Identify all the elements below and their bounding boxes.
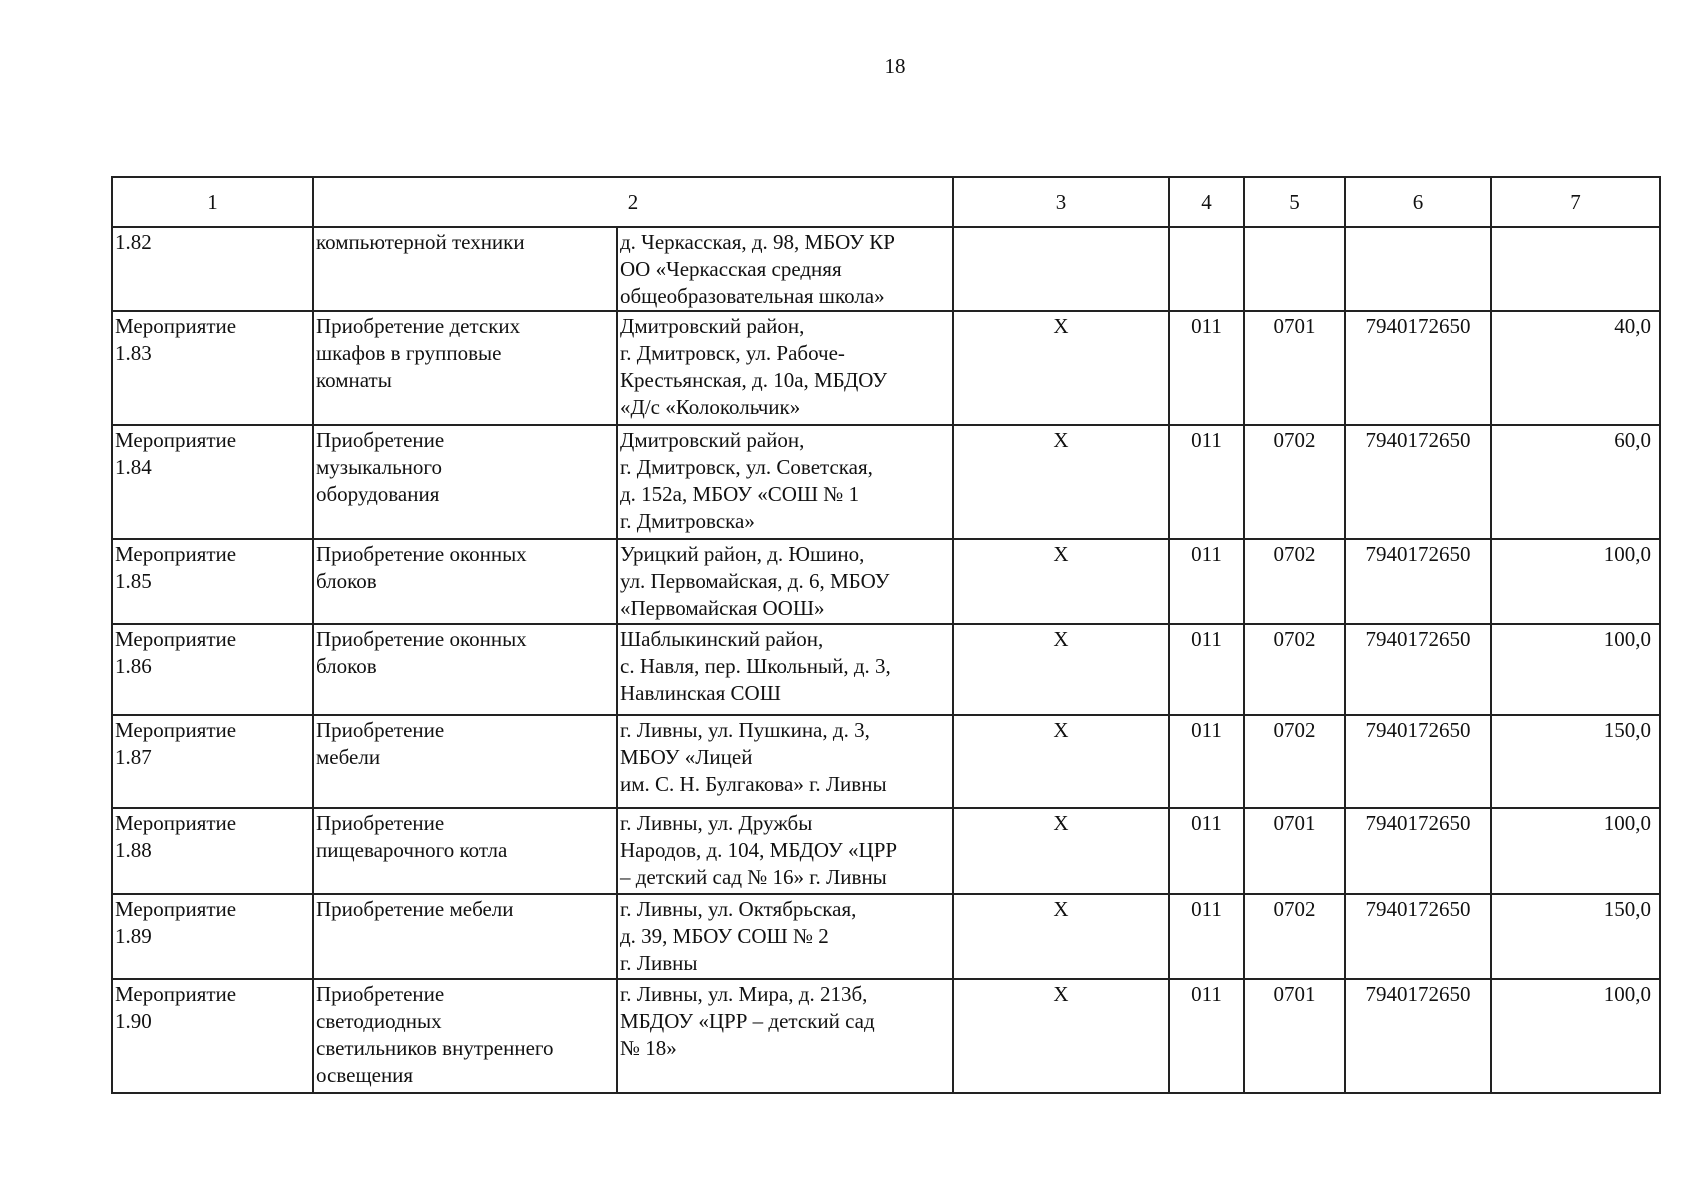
activity-name-cell <box>313 425 617 539</box>
amount-cell: 60,0 <box>1491 425 1660 539</box>
col6-cell <box>1345 227 1491 311</box>
activity-id-cell-line: Мероприятие <box>115 718 237 742</box>
activity-id-cell-line: Мероприятие <box>115 428 237 452</box>
column-header: 7 <box>1491 177 1660 227</box>
col6-cell: 7940172650 <box>1345 894 1491 979</box>
col4-cell: 011 <box>1169 808 1244 894</box>
col3-cell: X <box>953 894 1169 979</box>
activity-id-cell <box>112 227 313 311</box>
activity-id-cell-line: 1.84 <box>115 455 152 479</box>
activity-id-cell-line: Мероприятие <box>115 314 237 338</box>
table-row <box>112 894 1660 979</box>
activity-id-cell-line: 1.90 <box>115 1009 152 1033</box>
activity-name-cell-line: шкафов в групповые <box>316 341 502 365</box>
amount-cell: 100,0 <box>1491 979 1660 1093</box>
col3-cell: X <box>953 715 1169 808</box>
activity-id-cell-line: Мероприятие <box>115 542 237 566</box>
activity-name-cell-line: Приобретение <box>316 982 445 1006</box>
address-cell <box>617 227 953 311</box>
activity-id-cell-line: 1.85 <box>115 569 152 593</box>
table-row <box>112 979 1660 1093</box>
activity-name-cell-line: светильников внутреннего <box>316 1036 554 1060</box>
address-cell-line: «Первомайская ООШ» <box>620 596 825 620</box>
column-header: 4 <box>1169 177 1244 227</box>
address-cell-line: с. Навля, пер. Школьный, д. 3, <box>620 654 891 678</box>
activity-name-cell-line: компьютерной техники <box>316 230 525 254</box>
amount-cell: 150,0 <box>1491 894 1660 979</box>
column-header: 5 <box>1244 177 1345 227</box>
col6-cell: 7940172650 <box>1345 539 1491 624</box>
activity-name-cell-line: Приобретение оконных <box>316 542 527 566</box>
address-cell-line: д. Черкасская, д. 98, МБОУ КР <box>620 230 895 254</box>
table-row <box>112 715 1660 808</box>
col6-cell: 7940172650 <box>1345 425 1491 539</box>
address-cell-line: МБДОУ «ЦРР – детский сад <box>620 1009 875 1033</box>
address-cell-line: г. Ливны, ул. Пушкина, д. 3, <box>620 718 870 742</box>
activity-name-cell-line: Приобретение детских <box>316 314 521 338</box>
col6-cell: 7940172650 <box>1345 311 1491 425</box>
col6-cell: 7940172650 <box>1345 624 1491 715</box>
col4-cell <box>1169 227 1244 311</box>
activity-name-cell-line: светодиодных <box>316 1009 442 1033</box>
address-cell-line: Народов, д. 104, МБДОУ «ЦРР <box>620 838 898 862</box>
address-cell-line: г. Дмитровск, ул. Советская, <box>620 455 873 479</box>
activity-name-cell-line: блоков <box>316 654 377 678</box>
activity-name-cell-line: мебели <box>316 745 381 769</box>
address-cell <box>617 894 953 979</box>
activity-id-cell <box>112 715 313 808</box>
col3-cell: X <box>953 539 1169 624</box>
table-row <box>112 624 1660 715</box>
address-cell <box>617 624 953 715</box>
address-cell <box>617 425 953 539</box>
address-cell-line: г. Ливны <box>620 951 698 975</box>
address-cell-line: Дмитровский район, <box>620 314 805 338</box>
table-row <box>112 539 1660 624</box>
address-cell-line: Шаблыкинский район, <box>620 627 824 651</box>
col5-cell: 0702 <box>1244 894 1345 979</box>
activity-name-cell <box>313 227 617 311</box>
activity-name-cell <box>313 979 617 1093</box>
amount-cell: 100,0 <box>1491 808 1660 894</box>
amount-cell: 100,0 <box>1491 539 1660 624</box>
activity-id-cell <box>112 808 313 894</box>
activity-id-cell <box>112 894 313 979</box>
address-cell <box>617 979 953 1093</box>
header-row <box>112 177 1660 227</box>
col3-cell: X <box>953 425 1169 539</box>
activity-id-cell <box>112 425 313 539</box>
activity-name-cell <box>313 311 617 425</box>
address-cell <box>617 715 953 808</box>
address-cell-line: ул. Первомайская, д. 6, МБОУ <box>620 569 890 593</box>
activity-id-cell-line: 1.89 <box>115 924 152 948</box>
address-cell <box>617 539 953 624</box>
column-header: 3 <box>953 177 1169 227</box>
activity-name-cell-line: Приобретение <box>316 811 445 835</box>
activity-name-cell-line: оборудования <box>316 482 440 506</box>
table-row <box>112 425 1660 539</box>
column-header: 1 <box>112 177 313 227</box>
activity-id-cell-line: Мероприятие <box>115 627 237 651</box>
activity-id-cell-line: 1.87 <box>115 745 152 769</box>
address-cell <box>617 808 953 894</box>
col5-cell: 0701 <box>1244 311 1345 425</box>
activity-name-cell-line: Приобретение мебели <box>316 897 514 921</box>
col4-cell: 011 <box>1169 311 1244 425</box>
activity-id-cell <box>112 539 313 624</box>
activity-id-cell-line: Мероприятие <box>115 811 237 835</box>
activity-id-cell-line: Мероприятие <box>115 982 237 1006</box>
activity-id-cell-line: Мероприятие <box>115 897 237 921</box>
address-cell-line: г. Ливны, ул. Мира, д. 213б, <box>620 982 868 1006</box>
amount-cell <box>1491 227 1660 311</box>
col4-cell: 011 <box>1169 715 1244 808</box>
activity-name-cell-line: Приобретение <box>316 718 445 742</box>
col5-cell: 0702 <box>1244 715 1345 808</box>
col5-cell: 0701 <box>1244 979 1345 1093</box>
address-cell-line: г. Дмитровска» <box>620 509 755 533</box>
col6-cell: 7940172650 <box>1345 715 1491 808</box>
activity-name-cell <box>313 715 617 808</box>
address-cell-line: Урицкий район, д. Юшино, <box>620 542 865 566</box>
col4-cell: 011 <box>1169 425 1244 539</box>
col4-cell: 011 <box>1169 979 1244 1093</box>
activity-id-cell <box>112 311 313 425</box>
address-cell-line: д. 39, МБОУ СОШ № 2 <box>620 924 829 948</box>
activity-id-cell <box>112 624 313 715</box>
col3-cell: X <box>953 808 1169 894</box>
activity-name-cell-line: музыкального <box>316 455 442 479</box>
activity-name-cell <box>313 894 617 979</box>
col5-cell: 0702 <box>1244 425 1345 539</box>
column-header: 2 <box>313 177 953 227</box>
col3-cell: X <box>953 979 1169 1093</box>
address-cell-line: Крестьянская, д. 10а, МБДОУ <box>620 368 888 392</box>
col6-cell: 7940172650 <box>1345 979 1491 1093</box>
col5-cell <box>1244 227 1345 311</box>
table-row <box>112 311 1660 425</box>
col6-cell: 7940172650 <box>1345 808 1491 894</box>
address-cell-line: д. 152а, МБОУ «СОШ № 1 <box>620 482 860 506</box>
address-cell-line: г. Ливны, ул. Октябрьская, <box>620 897 857 921</box>
activity-name-cell-line: Приобретение <box>316 428 445 452</box>
address-cell-line: Дмитровский район, <box>620 428 805 452</box>
column-header: 6 <box>1345 177 1491 227</box>
address-cell-line: им. С. Н. Булгакова» г. Ливны <box>620 772 887 796</box>
amount-cell: 150,0 <box>1491 715 1660 808</box>
activity-name-cell-line: блоков <box>316 569 377 593</box>
address-cell-line: г. Дмитровск, ул. Рабоче- <box>620 341 845 365</box>
address-cell-line: МБОУ «Лицей <box>620 745 753 769</box>
table-row <box>112 227 1660 311</box>
address-cell-line: «Д/с «Колокольчик» <box>620 395 801 419</box>
address-cell-line: общеобразовательная школа» <box>620 284 885 308</box>
activity-id-cell-line: 1.82 <box>115 230 152 254</box>
activity-name-cell-line: комнаты <box>316 368 392 392</box>
col4-cell: 011 <box>1169 539 1244 624</box>
address-cell-line: Навлинская СОШ <box>620 681 781 705</box>
activity-name-cell <box>313 624 617 715</box>
address-cell-line: ОО «Черкасская средняя <box>620 257 842 281</box>
col5-cell: 0702 <box>1244 539 1345 624</box>
amount-cell: 100,0 <box>1491 624 1660 715</box>
col4-cell: 011 <box>1169 624 1244 715</box>
activity-id-cell <box>112 979 313 1093</box>
amount-cell: 40,0 <box>1491 311 1660 425</box>
activity-id-cell-line: 1.86 <box>115 654 152 678</box>
address-cell-line: г. Ливны, ул. Дружбы <box>620 811 813 835</box>
activity-name-cell <box>313 539 617 624</box>
col3-cell: X <box>953 624 1169 715</box>
address-cell-line: № 18» <box>620 1036 677 1060</box>
page-number: 18 <box>884 54 906 78</box>
activity-name-cell <box>313 808 617 894</box>
col5-cell: 0702 <box>1244 624 1345 715</box>
activity-id-cell-line: 1.83 <box>115 341 152 365</box>
col4-cell: 011 <box>1169 894 1244 979</box>
activities-table <box>111 176 1661 1094</box>
activity-name-cell-line: освещения <box>316 1063 414 1087</box>
address-cell-line: – детский сад № 16» г. Ливны <box>620 865 887 889</box>
activity-name-cell-line: пищеварочного котла <box>316 838 508 862</box>
address-cell <box>617 311 953 425</box>
activity-id-cell-line: 1.88 <box>115 838 152 862</box>
col5-cell: 0701 <box>1244 808 1345 894</box>
activity-name-cell-line: Приобретение оконных <box>316 627 527 651</box>
col3-cell: X <box>953 311 1169 425</box>
table-row <box>112 808 1660 894</box>
col3-cell <box>953 227 1169 311</box>
